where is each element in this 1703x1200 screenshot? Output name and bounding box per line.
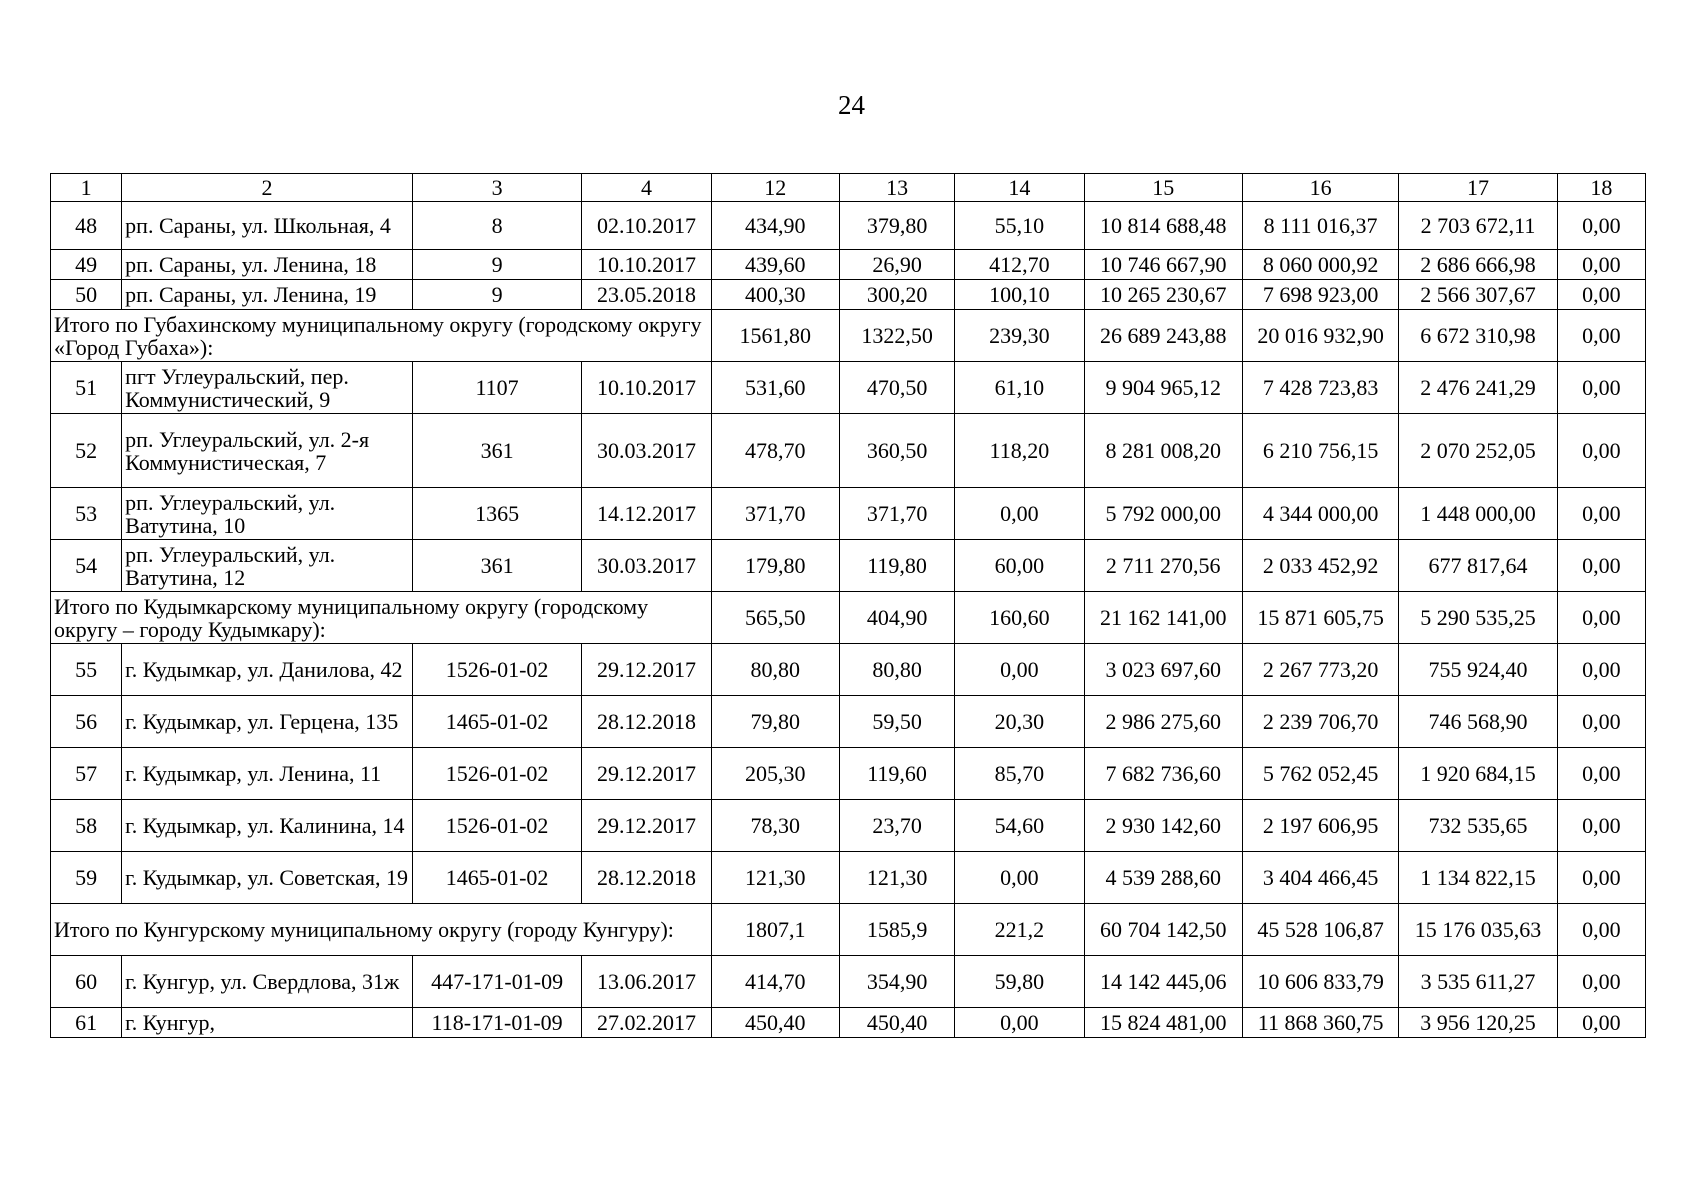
address-cell: пгт Углеуральский, пер. Коммунистический, 9 bbox=[122, 362, 413, 414]
table-cell: 59,80 bbox=[955, 956, 1084, 1008]
table-row bbox=[51, 362, 1646, 414]
subtotal-cell: 21 162 141,00 bbox=[1084, 592, 1242, 644]
table-cell: 78,30 bbox=[711, 800, 839, 852]
table-cell: 1526-01-02 bbox=[412, 800, 581, 852]
table-cell: 2 197 606,95 bbox=[1242, 800, 1398, 852]
table-row bbox=[51, 956, 1646, 1008]
subtotal-cell: 0,00 bbox=[1557, 592, 1645, 644]
table-cell: 0,00 bbox=[1557, 644, 1645, 696]
table-cell: 2 566 307,67 bbox=[1399, 280, 1557, 310]
column-header: 18 bbox=[1557, 174, 1645, 202]
subtotal-cell: 15 176 035,63 bbox=[1399, 904, 1557, 956]
table-row bbox=[51, 414, 1646, 488]
address-cell: г. Кудымкар, ул. Ленина, 11 bbox=[122, 748, 413, 800]
row-number: 53 bbox=[51, 488, 122, 540]
table-cell: 2 476 241,29 bbox=[1399, 362, 1557, 414]
table-cell: 746 568,90 bbox=[1399, 696, 1557, 748]
table-cell: 20,30 bbox=[955, 696, 1084, 748]
table-cell: 371,70 bbox=[711, 488, 839, 540]
table-cell: 4 539 288,60 bbox=[1084, 852, 1242, 904]
table-cell: 8 bbox=[412, 202, 581, 250]
table-cell: 205,30 bbox=[711, 748, 839, 800]
table-cell: 121,30 bbox=[711, 852, 839, 904]
table-row bbox=[51, 250, 1646, 280]
table-cell: 27.02.2017 bbox=[582, 1008, 711, 1038]
table-cell: 0,00 bbox=[1557, 800, 1645, 852]
table-cell: 13.06.2017 bbox=[582, 956, 711, 1008]
table-cell: 118-171-01-09 bbox=[412, 1008, 581, 1038]
table-cell: 0,00 bbox=[955, 644, 1084, 696]
table-cell: 8 281 008,20 bbox=[1084, 414, 1242, 488]
subtotal-cell: 5 290 535,25 bbox=[1399, 592, 1557, 644]
data-table bbox=[50, 173, 1646, 1038]
row-number: 48 bbox=[51, 202, 122, 250]
column-header: 16 bbox=[1242, 174, 1398, 202]
table-cell: 29.12.2017 bbox=[582, 800, 711, 852]
table-cell: 0,00 bbox=[1557, 696, 1645, 748]
table-cell: 0,00 bbox=[1557, 852, 1645, 904]
subtotal-cell: 404,90 bbox=[839, 592, 954, 644]
row-number: 51 bbox=[51, 362, 122, 414]
row-number: 54 bbox=[51, 540, 122, 592]
subtotal-cell: 0,00 bbox=[1557, 904, 1645, 956]
table-cell: 23.05.2018 bbox=[582, 280, 711, 310]
table-cell: 450,40 bbox=[711, 1008, 839, 1038]
table-cell: 1 134 822,15 bbox=[1399, 852, 1557, 904]
table-cell: 379,80 bbox=[839, 202, 954, 250]
table-cell: 28.12.2018 bbox=[582, 696, 711, 748]
table-cell: 29.12.2017 bbox=[582, 644, 711, 696]
table-cell: 119,80 bbox=[839, 540, 954, 592]
subtotal-cell: 239,30 bbox=[955, 310, 1084, 362]
table-cell: 5 792 000,00 bbox=[1084, 488, 1242, 540]
table-cell: 2 930 142,60 bbox=[1084, 800, 1242, 852]
subtotal-label: Итого по Кунгурскому муниципальному округу (городу Кунгуру): bbox=[51, 904, 712, 956]
table-cell: 30.03.2017 bbox=[582, 540, 711, 592]
table-row bbox=[51, 644, 1646, 696]
table-cell: 450,40 bbox=[839, 1008, 954, 1038]
subtotal-cell: 221,2 bbox=[955, 904, 1084, 956]
row-number: 50 bbox=[51, 280, 122, 310]
subtotal-row bbox=[51, 904, 1646, 956]
table-cell: 179,80 bbox=[711, 540, 839, 592]
table-cell: 23,70 bbox=[839, 800, 954, 852]
row-number: 56 bbox=[51, 696, 122, 748]
address-cell: г. Кудымкар, ул. Калинина, 14 bbox=[122, 800, 413, 852]
table-cell: 14 142 445,06 bbox=[1084, 956, 1242, 1008]
table-cell: 3 535 611,27 bbox=[1399, 956, 1557, 1008]
address-cell: рп. Углеуральский, ул. Ватутина, 12 bbox=[122, 540, 413, 592]
table-cell: 8 111 016,37 bbox=[1242, 202, 1398, 250]
row-number: 58 bbox=[51, 800, 122, 852]
table-cell: 371,70 bbox=[839, 488, 954, 540]
table-cell: 0,00 bbox=[955, 488, 1084, 540]
table-row bbox=[51, 488, 1646, 540]
table-cell: 434,90 bbox=[711, 202, 839, 250]
table-cell: 54,60 bbox=[955, 800, 1084, 852]
table-cell: 2 267 773,20 bbox=[1242, 644, 1398, 696]
table-cell: 1465-01-02 bbox=[412, 696, 581, 748]
address-cell: г. Кудымкар, ул. Советская, 19 bbox=[122, 852, 413, 904]
subtotal-cell: 60 704 142,50 bbox=[1084, 904, 1242, 956]
subtotal-row bbox=[51, 592, 1646, 644]
table-cell: 1 448 000,00 bbox=[1399, 488, 1557, 540]
table-cell: 28.12.2018 bbox=[582, 852, 711, 904]
table-cell: 61,10 bbox=[955, 362, 1084, 414]
table-cell: 1526-01-02 bbox=[412, 644, 581, 696]
table-cell: 531,60 bbox=[711, 362, 839, 414]
table-cell: 0,00 bbox=[1557, 488, 1645, 540]
table-cell: 14.12.2017 bbox=[582, 488, 711, 540]
table-cell: 1365 bbox=[412, 488, 581, 540]
table-cell: 118,20 bbox=[955, 414, 1084, 488]
table-cell: 354,90 bbox=[839, 956, 954, 1008]
subtotal-cell: 26 689 243,88 bbox=[1084, 310, 1242, 362]
table-cell: 0,00 bbox=[1557, 748, 1645, 800]
table-cell: 6 210 756,15 bbox=[1242, 414, 1398, 488]
table-cell: 0,00 bbox=[955, 1008, 1084, 1038]
address-cell: г. Кудымкар, ул. Герцена, 135 bbox=[122, 696, 413, 748]
address-cell: рп. Сараны, ул. Ленина, 18 bbox=[122, 250, 413, 280]
page-number: 24 bbox=[838, 90, 865, 120]
subtotal-cell: 20 016 932,90 bbox=[1242, 310, 1398, 362]
table-cell: 414,70 bbox=[711, 956, 839, 1008]
table-cell: 2 070 252,05 bbox=[1399, 414, 1557, 488]
table-cell: 732 535,65 bbox=[1399, 800, 1557, 852]
table-row bbox=[51, 280, 1646, 310]
table-cell: 755 924,40 bbox=[1399, 644, 1557, 696]
column-header: 14 bbox=[955, 174, 1084, 202]
subtotal-cell: 15 871 605,75 bbox=[1242, 592, 1398, 644]
table-cell: 10.10.2017 bbox=[582, 362, 711, 414]
column-header: 3 bbox=[412, 174, 581, 202]
table-cell: 400,30 bbox=[711, 280, 839, 310]
table-row bbox=[51, 1008, 1646, 1038]
table-cell: 2 033 452,92 bbox=[1242, 540, 1398, 592]
table-cell: 1 920 684,15 bbox=[1399, 748, 1557, 800]
table-cell: 9 bbox=[412, 250, 581, 280]
table-cell: 3 956 120,25 bbox=[1399, 1008, 1557, 1038]
table-cell: 2 703 672,11 bbox=[1399, 202, 1557, 250]
table-cell: 59,50 bbox=[839, 696, 954, 748]
table-cell: 10 814 688,48 bbox=[1084, 202, 1242, 250]
table-cell: 119,60 bbox=[839, 748, 954, 800]
table-cell: 0,00 bbox=[1557, 280, 1645, 310]
table-cell: 1107 bbox=[412, 362, 581, 414]
table-cell: 100,10 bbox=[955, 280, 1084, 310]
column-header: 12 bbox=[711, 174, 839, 202]
column-header: 2 bbox=[122, 174, 413, 202]
row-number: 49 bbox=[51, 250, 122, 280]
row-number: 60 bbox=[51, 956, 122, 1008]
table-cell: 0,00 bbox=[1557, 1008, 1645, 1038]
table-cell: 3 023 697,60 bbox=[1084, 644, 1242, 696]
table-row bbox=[51, 696, 1646, 748]
table-cell: 5 762 052,45 bbox=[1242, 748, 1398, 800]
table-cell: 439,60 bbox=[711, 250, 839, 280]
subtotal-label: Итого по Кудымкарскому муниципальному округу (городскому округу – городу Кудымкару): bbox=[51, 592, 712, 644]
subtotal-cell: 1561,80 bbox=[711, 310, 839, 362]
table-cell: 3 404 466,45 bbox=[1242, 852, 1398, 904]
table-cell: 361 bbox=[412, 540, 581, 592]
table-cell: 26,90 bbox=[839, 250, 954, 280]
table-cell: 0,00 bbox=[955, 852, 1084, 904]
table-cell: 0,00 bbox=[1557, 414, 1645, 488]
table-cell: 85,70 bbox=[955, 748, 1084, 800]
table-cell: 7 698 923,00 bbox=[1242, 280, 1398, 310]
row-number: 61 bbox=[51, 1008, 122, 1038]
table-cell: 9 bbox=[412, 280, 581, 310]
column-header: 4 bbox=[582, 174, 711, 202]
row-number: 55 bbox=[51, 644, 122, 696]
address-cell: рп. Сараны, ул. Школьная, 4 bbox=[122, 202, 413, 250]
table-cell: 2 686 666,98 bbox=[1399, 250, 1557, 280]
table-cell: 29.12.2017 bbox=[582, 748, 711, 800]
table-row bbox=[51, 202, 1646, 250]
table-cell: 0,00 bbox=[1557, 250, 1645, 280]
table-cell: 30.03.2017 bbox=[582, 414, 711, 488]
subtotal-cell: 1585,9 bbox=[839, 904, 954, 956]
table-cell: 4 344 000,00 bbox=[1242, 488, 1398, 540]
subtotal-cell: 6 672 310,98 bbox=[1399, 310, 1557, 362]
address-cell: рп. Углеуральский, ул. 2-я Коммунистическая, 7 bbox=[122, 414, 413, 488]
table-cell: 121,30 bbox=[839, 852, 954, 904]
subtotal-cell: 1807,1 bbox=[711, 904, 839, 956]
table-cell: 361 bbox=[412, 414, 581, 488]
subtotal-cell: 1322,50 bbox=[839, 310, 954, 362]
address-cell: рп. Углеуральский, ул. Ватутина, 10 bbox=[122, 488, 413, 540]
table-cell: 80,80 bbox=[839, 644, 954, 696]
address-cell: г. Кунгур, bbox=[122, 1008, 413, 1038]
table-row bbox=[51, 852, 1646, 904]
table-cell: 0,00 bbox=[1557, 362, 1645, 414]
table-cell: 7 428 723,83 bbox=[1242, 362, 1398, 414]
subtotal-row bbox=[51, 310, 1646, 362]
table-cell: 9 904 965,12 bbox=[1084, 362, 1242, 414]
subtotal-cell: 565,50 bbox=[711, 592, 839, 644]
table-cell: 1526-01-02 bbox=[412, 748, 581, 800]
table-cell: 10 746 667,90 bbox=[1084, 250, 1242, 280]
column-header: 17 bbox=[1399, 174, 1557, 202]
header-row bbox=[51, 174, 1646, 202]
subtotal-label: Итого по Губахинскому муниципальному округу (городскому округу «Город Губаха»): bbox=[51, 310, 712, 362]
table-cell: 478,70 bbox=[711, 414, 839, 488]
table-cell: 7 682 736,60 bbox=[1084, 748, 1242, 800]
table-cell: 677 817,64 bbox=[1399, 540, 1557, 592]
table-cell: 2 986 275,60 bbox=[1084, 696, 1242, 748]
address-cell: г. Кунгур, ул. Свердлова, 31ж bbox=[122, 956, 413, 1008]
table-cell: 15 824 481,00 bbox=[1084, 1008, 1242, 1038]
column-header: 1 bbox=[51, 174, 122, 202]
table-cell: 0,00 bbox=[1557, 540, 1645, 592]
table-cell: 2 711 270,56 bbox=[1084, 540, 1242, 592]
table-cell: 10 265 230,67 bbox=[1084, 280, 1242, 310]
table-cell: 470,50 bbox=[839, 362, 954, 414]
address-cell: г. Кудымкар, ул. Данилова, 42 bbox=[122, 644, 413, 696]
table-cell: 412,70 bbox=[955, 250, 1084, 280]
table-cell: 55,10 bbox=[955, 202, 1084, 250]
subtotal-cell: 45 528 106,87 bbox=[1242, 904, 1398, 956]
table-cell: 10.10.2017 bbox=[582, 250, 711, 280]
table-cell: 02.10.2017 bbox=[582, 202, 711, 250]
table-row bbox=[51, 800, 1646, 852]
table-cell: 60,00 bbox=[955, 540, 1084, 592]
table-cell: 0,00 bbox=[1557, 956, 1645, 1008]
table-row bbox=[51, 540, 1646, 592]
table-cell: 1465-01-02 bbox=[412, 852, 581, 904]
address-cell: рп. Сараны, ул. Ленина, 19 bbox=[122, 280, 413, 310]
table-cell: 360,50 bbox=[839, 414, 954, 488]
table-cell: 300,20 bbox=[839, 280, 954, 310]
table-cell: 79,80 bbox=[711, 696, 839, 748]
row-number: 52 bbox=[51, 414, 122, 488]
table-row bbox=[51, 748, 1646, 800]
subtotal-cell: 0,00 bbox=[1557, 310, 1645, 362]
subtotal-cell: 160,60 bbox=[955, 592, 1084, 644]
table-cell: 10 606 833,79 bbox=[1242, 956, 1398, 1008]
table-cell: 2 239 706,70 bbox=[1242, 696, 1398, 748]
row-number: 59 bbox=[51, 852, 122, 904]
column-header: 15 bbox=[1084, 174, 1242, 202]
column-header: 13 bbox=[839, 174, 954, 202]
table-cell: 80,80 bbox=[711, 644, 839, 696]
table-cell: 11 868 360,75 bbox=[1242, 1008, 1398, 1038]
table-cell: 447-171-01-09 bbox=[412, 956, 581, 1008]
row-number: 57 bbox=[51, 748, 122, 800]
table-cell: 0,00 bbox=[1557, 202, 1645, 250]
table-cell: 8 060 000,92 bbox=[1242, 250, 1398, 280]
